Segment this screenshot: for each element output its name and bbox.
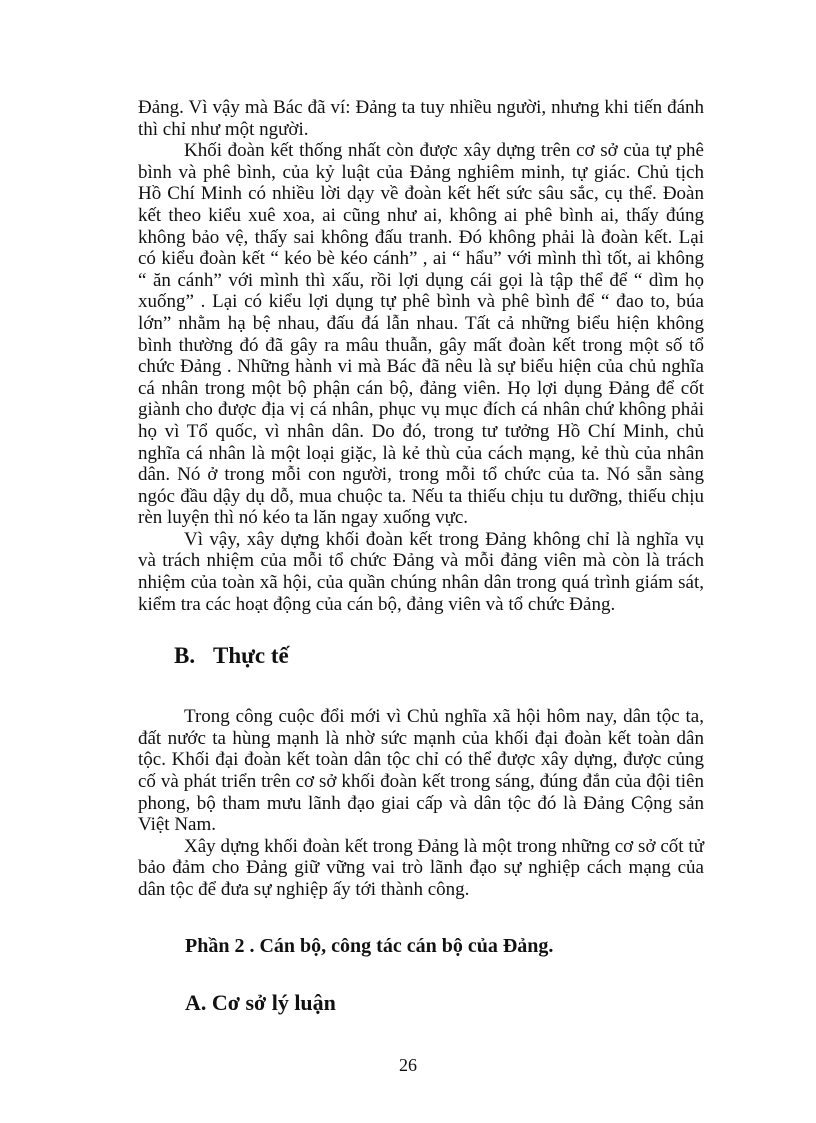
section-heading-a: A. Cơ sở lý luận (185, 989, 336, 1015)
page-body (138, 97, 704, 1017)
section-heading-b-text: Thực tế (213, 643, 289, 669)
paragraph-1: Đảng. Vì vậy mà Bác đã ví: Đảng ta tuy nhiều người, nhưng khi tiến đánh thì chỉ như một người. (138, 97, 704, 140)
paragraph-4: Trong công cuộc đổi mới vì Chủ nghĩa xã hội hôm nay, dân tộc ta, đất nước ta hùng mạnh là nhờ sức mạnh của khối đại đoàn kết toàn dân tộc. Khối đại đoàn kết toàn dân tộc chỉ có thể được xây dựng, được củng cố và phát triển trên cơ sở khối đoàn kết trong sáng, đúng đắn của đội tiên phong, bộ tham mưu lãnh đạo giai cấp và dân tộc đó là Đảng Cộng sản Việt Nam. (138, 706, 704, 836)
paragraph-5: Xây dựng khối đoàn kết trong Đảng là một trong những cơ sở cốt tử bảo đảm cho Đảng giữ vững vai trò lãnh đạo sự nghiệp cách mạng của dân tộc để đưa sự nghiệp ấy tới thành công. (138, 835, 704, 900)
section-heading-b-label: B. (174, 643, 196, 669)
section-heading-b (174, 642, 704, 670)
paragraph-2: Khối đoàn kết thống nhất còn được xây dựng trên cơ sở của tự phê bình và phê bình, của kỷ luật của Đảng nghiêm minh, tự giác. Chủ tịch Hồ Chí Minh có nhiều lời dạy về đoàn kết hết sức sâu sắc, cụ thể. Đoàn kết theo kiểu xuê xoa, ai cũng như ai, không ai phê bình ai, thấy đúng không bảo vệ, thấy sai không đấu tranh. Đó không phải là đoàn kết. Lại có kiểu đoàn kết “ kéo bè kéo cánh” , ai “ hẩu” với mình thì tốt, ai không “ ăn cánh” với mình thì xấu, rồi lợi dụng cái gọi là tập thể để “ dìm họ xuống” . Lại có kiểu lợi dụng tự phê bình và phê bình để “ đao to, búa lớn” nhằm hạ bệ nhau, đấu đá lẫn nhau. Tất cả những biểu hiện không bình thường đó đã gây ra mâu thuẫn, gây mất đoàn kết trong một số tổ chức Đảng . Những hành vi mà Bác đã nêu là sự biểu hiện của chủ nghĩa cá nhân trong một bộ phận cán bộ, đảng viên. Họ lợi dụng Đảng để cốt giành cho được địa vị cá nhân, phục vụ mục đích cá nhân chứ không phải họ vì Tổ quốc, vì nhân dân. Do đó, trong tư tưởng Hồ Chí Minh, chủ nghĩa cá nhân là một loại giặc, là kẻ thù của cách mạng, kẻ thù của nhân dân. Nó ở trong mỗi con người, trong mỗi tổ chức của ta. Nó sẵn sàng ngóc đầu dậy dụ dỗ, mua chuộc ta. Nếu ta thiếu chịu tu dưỡng, thiếu chịu rèn luyện thì nó kéo ta lăn ngay xuống vực. (138, 140, 704, 529)
part-heading: Phần 2 . Cán bộ, công tác cán bộ của Đảng. (185, 934, 554, 957)
paragraph-3: Vì vậy, xây dựng khối đoàn kết trong Đảng không chỉ là nghĩa vụ và trách nhiệm của mỗi tổ chức Đảng và mỗi đảng viên mà còn là trách nhiệm của toàn xã hội, của quần chúng nhân dân trong quá trình giám sát, kiểm tra các hoạt động của cán bộ, đảng viên và tổ chức Đảng. (138, 528, 704, 615)
page-number: 26 (399, 1055, 417, 1075)
